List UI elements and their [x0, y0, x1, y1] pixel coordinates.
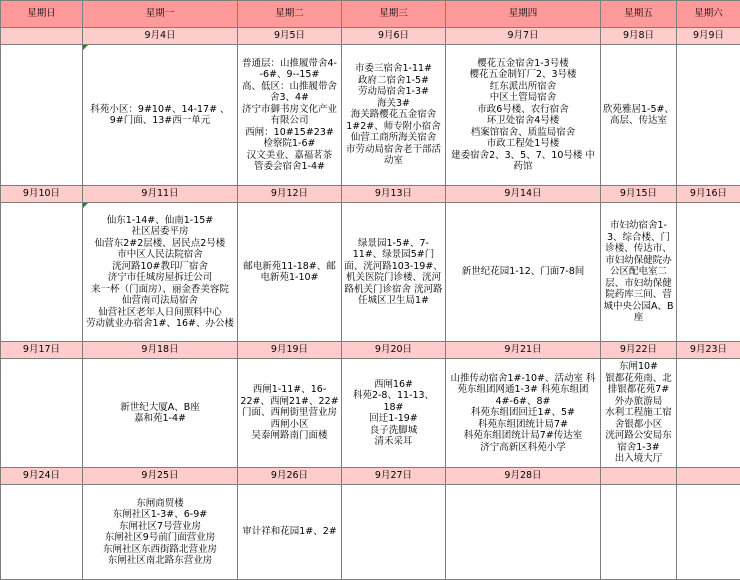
date-row	[1, 468, 740, 485]
header-tuesday[interactable]: 星期二	[238, 1, 342, 28]
schedule-cell-thu[interactable]	[446, 485, 601, 580]
schedule-cell-sat[interactable]	[677, 203, 740, 342]
schedule-row	[1, 203, 740, 342]
date-cell-fri[interactable]: 9月15日	[601, 186, 677, 203]
date-cell-sun[interactable]: 9月10日	[1, 186, 83, 203]
header-thursday[interactable]: 星期四	[446, 1, 601, 28]
calendar-body	[1, 28, 740, 580]
schedule-cell-sun[interactable]	[1, 359, 83, 468]
header-sunday[interactable]: 星期日	[1, 1, 83, 28]
schedule-cell-mon[interactable]: 东闸商贸楼 东闸社区1-3#、6-9# 东闸社区7号营业房 东闸社区9号前门面营业房 东闸社区东西街路北营业房 东闸社区南北路东营业房	[83, 485, 238, 580]
schedule-cell-wed[interactable]: 市委三宿舍1-11# 政府二宿舍1-5# 劳动局宿舍1-3# 海关3# 海关路樱花五金宿舍1#2#、师专附小宿舍 仙营工商所海关宿舍 市劳动局宿舍老干部活动室	[342, 45, 446, 186]
schedule-cell-fri[interactable]: 欣苑雅居1-5#、高层、传达室	[601, 45, 677, 186]
date-cell-tue[interactable]: 9月5日	[238, 28, 342, 45]
date-cell-sat[interactable]: 9月23日	[677, 342, 740, 359]
schedule-row	[1, 45, 740, 186]
schedule-cell-mon[interactable]: 科苑小区：9#10#、14-17# 、9#门面、13#西一单元	[83, 45, 238, 186]
date-cell-fri[interactable]	[601, 468, 677, 485]
schedule-cell-mon[interactable]: 新世纪大厦A、B座 嘉和苑1-4#	[83, 359, 238, 468]
date-cell-wed[interactable]: 9月27日	[342, 468, 446, 485]
date-cell-mon[interactable]: 9月11日	[83, 186, 238, 203]
schedule-cell-wed[interactable]: 绿景园1-5#、7-11#、绿景园5#门面、洸河路103-19#、机关医院门诊楼、洸河路机关门诊宿舍 洸河路任城区卫生局1#	[342, 203, 446, 342]
schedule-cell-thu[interactable]: 樱花五金宿舍1-3号楼 樱花五金制钉厂2、3号楼 红东派出所宿舍 中区土管局宿舍 市政6号楼、农行宿舍 环卫处宿舍4号楼 档案馆宿舍、质监局宿舍 市政工程处1号楼 建委宿舍2、3、5、7、10号楼 中药馆	[446, 45, 601, 186]
schedule-cell-sat[interactable]	[677, 485, 740, 580]
schedule-cell-thu[interactable]: 新世纪花园1-12、门面7-8间	[446, 203, 601, 342]
date-cell-wed[interactable]: 9月13日	[342, 186, 446, 203]
date-cell-sun[interactable]: 9月17日	[1, 342, 83, 359]
date-cell-wed[interactable]: 9月20日	[342, 342, 446, 359]
date-cell-sun[interactable]	[1, 28, 83, 45]
schedule-cell-sat[interactable]	[677, 359, 740, 468]
schedule-cell-tue[interactable]: 审计祥和花园1#、2#	[238, 485, 342, 580]
date-row	[1, 186, 740, 203]
schedule-cell-wed[interactable]: 西闸16# 科苑2-8、11-13、18# 回迁1-19# 良子洗脚城 清禾采耳	[342, 359, 446, 468]
header-saturday[interactable]: 星期六	[677, 1, 740, 28]
date-cell-fri[interactable]: 9月22日	[601, 342, 677, 359]
date-cell-sun[interactable]: 9月24日	[1, 468, 83, 485]
date-cell-tue[interactable]: 9月26日	[238, 468, 342, 485]
schedule-cell-sat[interactable]	[677, 45, 740, 186]
schedule-cell-tue[interactable]: 邮电新苑11-18#、邮电新苑1-10#	[238, 203, 342, 342]
date-cell-mon[interactable]: 9月4日	[83, 28, 238, 45]
date-cell-tue[interactable]: 9月19日	[238, 342, 342, 359]
date-cell-sat[interactable]	[677, 468, 740, 485]
schedule-cell-wed[interactable]	[342, 485, 446, 580]
schedule-row	[1, 359, 740, 468]
schedule-cell-mon[interactable]: 仙东1-14#、仙南1-15# 社区居委平房 仙营东2#2层楼、居民点2号楼 市中区人民法院宿舍 洸河路10#教印厂宿舍 济宁市任城房屋拆迁公司 来一杯（门面房）、丽金香美容院 仙营南司法局宿舍 仙营社区老年人日间照料中心 劳动就业办宿舍1#、16#、办公楼	[83, 203, 238, 342]
date-cell-thu[interactable]: 9月28日	[446, 468, 601, 485]
date-cell-thu[interactable]: 9月21日	[446, 342, 601, 359]
date-cell-sat[interactable]: 9月16日	[677, 186, 740, 203]
schedule-cell-fri[interactable]: 东闸10# 银都花苑南、北排银都花苑7# 外办旅游局 水利工程施工宿舍银都小区 洸河路公安局东宿舍1-3# 出入境大厅	[601, 359, 677, 468]
header-monday[interactable]: 星期一	[83, 1, 238, 28]
schedule-cell-sun[interactable]	[1, 203, 83, 342]
schedule-cell-fri[interactable]	[601, 485, 677, 580]
date-cell-mon[interactable]: 9月25日	[83, 468, 238, 485]
schedule-cell-tue[interactable]: 西闸1-11#、16-22#、西闸21#、22#门面、西闸街里营业房 西闸小区 吴泰闸路南门面楼	[238, 359, 342, 468]
header-friday[interactable]: 星期五	[601, 1, 677, 28]
date-row	[1, 342, 740, 359]
date-cell-mon[interactable]: 9月18日	[83, 342, 238, 359]
weekday-header-row	[1, 1, 740, 28]
date-row	[1, 28, 740, 45]
schedule-cell-sun[interactable]	[1, 45, 83, 186]
schedule-cell-fri[interactable]: 市妇幼宿舍1-3、综合楼、门诊楼、传达市、市妇幼保健院办公区配电室二层、市妇幼保健院药库三间、营城中央公园A、B座	[601, 203, 677, 342]
schedule-cell-thu[interactable]: 山推传动宿舍1#-10#、活动室 科苑东组团网通1-3# 科苑东组团4#-6#、8# 科苑东组团回迁1#、5# 科苑东组团统计局7# 科苑东组团统计局7#传达室 济宁高新区科苑小学	[446, 359, 601, 468]
schedule-cell-tue[interactable]: 普通层：山推履带舍4--6#、9--15# 高、低区：山推履带舍舍3、4# 济宁市御书房文化产业有限公司 西闸：10#15#23# 检察院1-6# 汉文美业、嘉福茗茶 管委会宿舍1-4#	[238, 45, 342, 186]
date-cell-fri[interactable]: 9月8日	[601, 28, 677, 45]
date-cell-sat[interactable]: 9月9日	[677, 28, 740, 45]
schedule-row	[1, 485, 740, 580]
header-wednesday[interactable]: 星期三	[342, 1, 446, 28]
date-cell-tue[interactable]: 9月12日	[238, 186, 342, 203]
date-cell-thu[interactable]: 9月7日	[446, 28, 601, 45]
date-cell-wed[interactable]: 9月6日	[342, 28, 446, 45]
date-cell-thu[interactable]: 9月14日	[446, 186, 601, 203]
schedule-cell-sun[interactable]	[1, 485, 83, 580]
